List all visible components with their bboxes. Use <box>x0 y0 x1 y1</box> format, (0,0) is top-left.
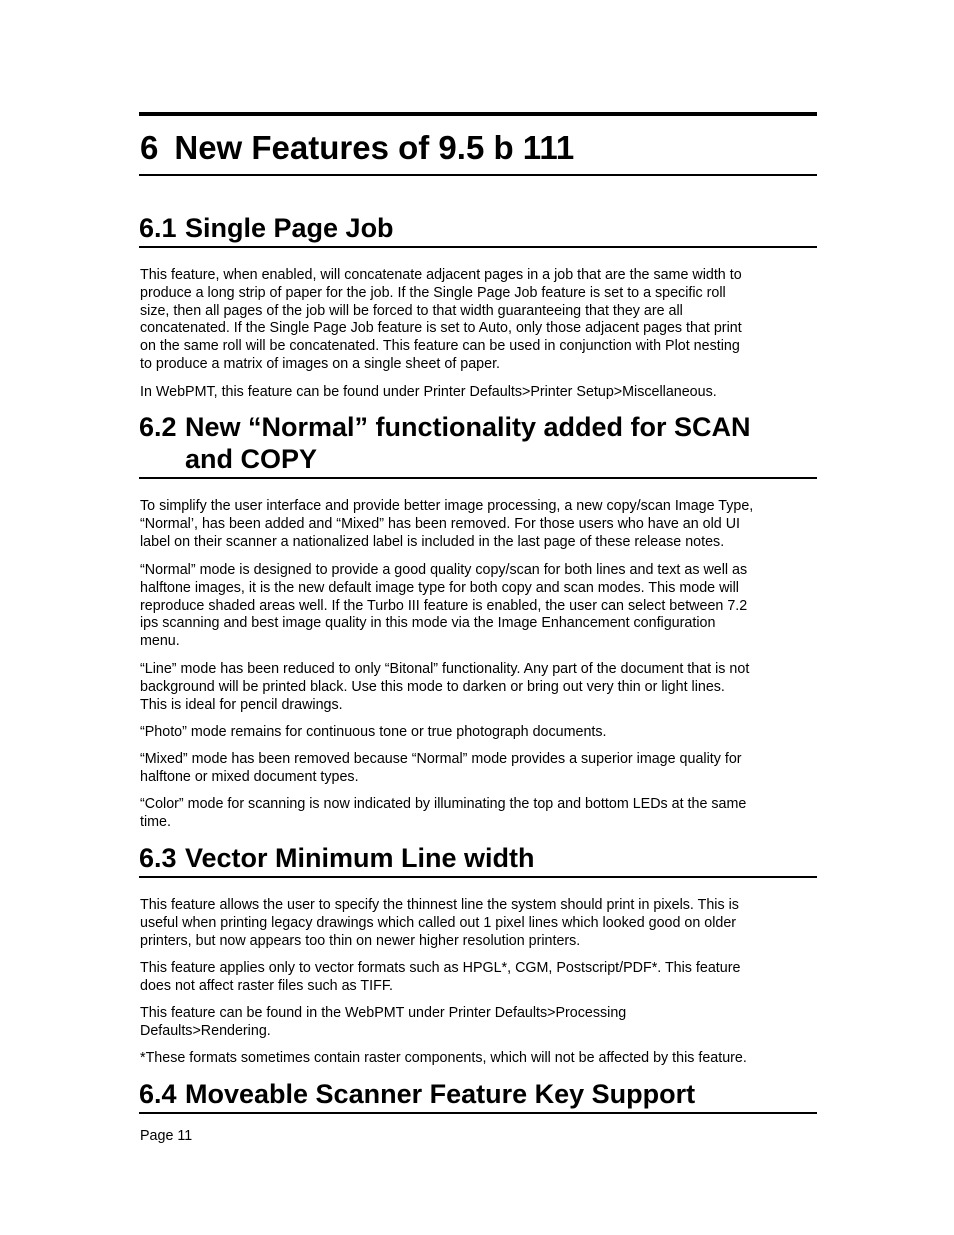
text-line: This feature, when enabled, will concatenate adjacent pages in a job that are the same width to <box>140 267 742 283</box>
text-line: “Photo” mode remains for continuous tone or true photograph documents. <box>140 724 607 740</box>
paragraph <box>140 796 818 832</box>
section-title <box>139 411 817 475</box>
section-number: 6.4 <box>139 1079 177 1109</box>
paragraph <box>140 1050 818 1068</box>
paragraph <box>140 960 818 996</box>
text-line: useful when printing legacy drawings which called out 1 pixel lines which looked good on older <box>140 914 737 931</box>
paragraph <box>140 661 818 714</box>
text-line: “Normal” mode is designed to provide a good quality copy/scan for both lines and text as well as <box>140 562 748 578</box>
section-heading-6-3 <box>139 842 817 878</box>
text-line: concatenated. If the Single Page Job feature is set to Auto, only those adjacent pages that print <box>140 320 742 337</box>
text-line: “Color” mode for scanning is now indicated by illuminating the top and bottom LEDs at the same <box>140 796 747 812</box>
section-title-text: Vector Minimum Line width <box>185 843 535 873</box>
text-line: menu. <box>140 633 180 650</box>
text-line: halftone or mixed document types. <box>140 768 359 785</box>
text-line: halftone images, it is the new default image type for both copy and scan modes. This mode will <box>140 579 739 596</box>
text-line: Defaults>Rendering. <box>140 1022 271 1039</box>
section-number: 6.3 <box>139 843 177 873</box>
section-title-text: New “Normal” functionality added for SCAN <box>185 412 751 442</box>
text-line: size, then all pages of the job will be forced to that width guaranteeing that they are all <box>140 302 683 319</box>
paragraph <box>140 751 818 787</box>
text-line: does not affect raster files such as TIFF. <box>140 977 393 994</box>
section-title <box>139 212 817 244</box>
text-line: produce a long strip of paper for the job. If the Single Page Job feature is set to a specific roll <box>140 284 726 301</box>
section-number: 6.2 <box>139 412 177 442</box>
text-line: “Normal’, has been added and “Mixed” has been removed. For those users who have an old UI <box>140 515 741 532</box>
chapter-title-text: New Features of 9.5 b 111 <box>174 129 575 166</box>
paragraph <box>140 897 818 950</box>
text-line: This feature allows the user to specify the thinnest line the system should print in pixels. This is <box>140 897 739 913</box>
paragraph <box>140 267 818 374</box>
text-line: *These formats sometimes contain raster components, which will not be affected by this feature. <box>140 1050 747 1066</box>
text-line: This feature can be found in the WebPMT under Printer Defaults>Processing <box>140 1005 627 1021</box>
chapter-heading <box>139 112 817 176</box>
paragraph <box>140 498 818 551</box>
chapter-number: 6 <box>140 129 159 166</box>
section-title-text: Moveable Scanner Feature Key Support <box>185 1079 696 1109</box>
text-line: reproduce shaded areas well. If the Turbo III feature is enabled, the user can select between 7.2 <box>140 597 748 614</box>
text-line: “Mixed” mode has been removed because “Normal” mode provides a superior image quality for <box>140 751 742 767</box>
text-line: on the same roll will be concatenated. This feature can be used in conjunction with Plot nesting <box>140 338 740 355</box>
section-title <box>139 842 817 874</box>
paragraph <box>140 384 818 402</box>
text-line: ips scanning and best image quality in this mode via the Image Enhancement configuration <box>140 615 716 632</box>
section-heading-6-1 <box>139 212 817 248</box>
text-line: to produce a matrix of images on a single sheet of paper. <box>140 355 501 372</box>
section-title-text: Single Page Job <box>185 213 394 243</box>
text-line: To simplify the user interface and provide better image processing, a new copy/scan Image Type, <box>140 498 754 514</box>
paragraph <box>140 562 818 651</box>
section-title-continuation: and COPY <box>185 444 318 474</box>
section-heading-6-2 <box>139 411 817 479</box>
paragraph <box>140 1005 818 1041</box>
section-number: 6.1 <box>139 213 177 243</box>
paragraph <box>140 724 818 742</box>
chapter-title <box>140 129 574 167</box>
text-line: background will be printed black. Use this mode to darken or bring out very thin or light lines. <box>140 678 725 695</box>
text-line: This is ideal for pencil drawings. <box>140 696 343 713</box>
text-line: label on their scanner a nationalized label is included in the last page of these release notes. <box>140 533 725 550</box>
section-heading-6-4 <box>139 1078 817 1114</box>
text-line: “Line” mode has been reduced to only “Bitonal” functionality. Any part of the document that is not <box>140 661 750 677</box>
text-line: printers, but now appears too thin on newer higher resolution printers. <box>140 932 581 949</box>
text-line: In WebPMT, this feature can be found under Printer Defaults>Printer Setup>Miscellaneous. <box>140 384 717 400</box>
text-line: This feature applies only to vector formats such as HPGL*, CGM, Postscript/PDF*. This feature <box>140 960 741 976</box>
text-line: time. <box>140 813 171 830</box>
section-title <box>139 1078 817 1110</box>
page-number: Page 11 <box>140 1128 193 1144</box>
